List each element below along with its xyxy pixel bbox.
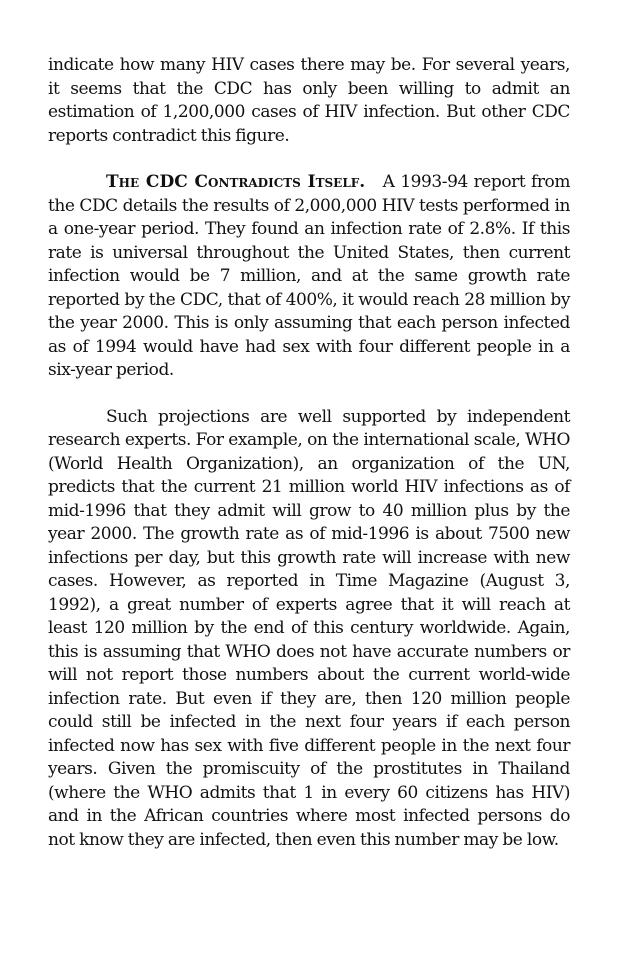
document-page [48,54,570,852]
paragraph-2-body: A 1993-94 report from the CDC details the results of 2,000,000 HIV tests performed in a one-year period. They found an infection rate of 2.8%. If this rate is universal throughout the United States, then current infection would be 7 million, and at the same growth rate reported by the CDC, that of 400%, it would reach 28 million by the year 2000. This is only assuming that each person infected as of 1994 would have had sex with four different people in a six-year period. [48,172,570,380]
paragraph-1: indicate how many HIV cases there may be. For several years, it seems that the CDC has only been willing to admit an estimation of 1,200,000 cases of HIV infection. But other CDC reports contradict this figure. [48,55,570,146]
paragraph-spacer [48,148,570,171]
paragraph-spacer [48,383,570,406]
paragraph-3: Such projections are well supported by independent research experts. For example, on the international scale, WHO (World Health Organization), an organization of the UN, predicts that the current 21 million world HIV infections as of mid-1996 that they admit will grow to 40 million plus by the year 2000. The growth rate as of mid-1996 is about 7500 new infections per day, but this growth rate will increase with new cases. However, as reported in Time Magazine (August 3, 1992), a great number of experts agree that it will reach at least 120 million by the end of this century worldwide. Again, this is assuming that WHO does not have accurate numbers or will not report those numbers about the current world-wide infection rate. But even if they are, then 120 million people could still be infected in the next four years if each person infected now has sex with five different people in the next four years. Given the promiscuity of the prostitutes in Thailand (where the WHO admits that 1 in every 60 citizens has HIV) and in the African countries where most infected persons do not know they are infected, then even this number may be low. [48,406,570,850]
paragraph-2 [48,171,570,383]
section-heading: The CDC Contradicts Itself. [106,172,366,192]
